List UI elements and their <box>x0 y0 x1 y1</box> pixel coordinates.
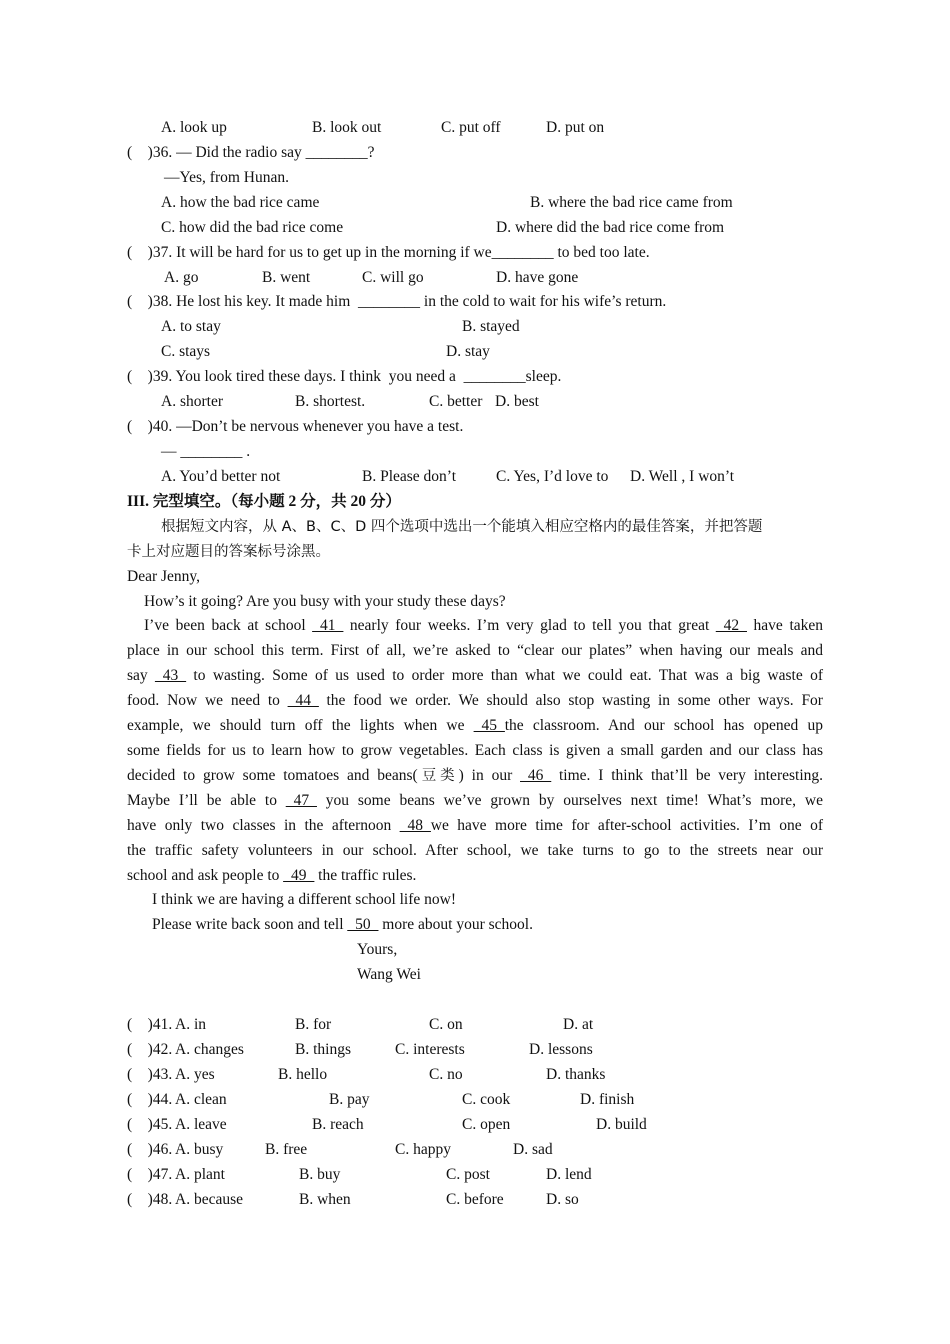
letter-line-1: I’ve been back at school _41_ nearly four weeks. I’m very glad to tell you that great _42_ have taken <box>144 617 824 634</box>
q40-option-a: A. You’d better not <box>161 468 281 485</box>
option-c: C. before <box>446 1191 504 1208</box>
q35-option-a: A. look up <box>161 119 227 136</box>
q40-option-d: D. Well , I won’t <box>630 468 735 485</box>
question-number: ( )42. <box>127 1041 173 1058</box>
question-number: ( )47. <box>127 1166 173 1183</box>
q40-reply: — ________ . <box>161 443 251 460</box>
q40-stem: ( )40. —Don’t be nervous whenever you have a test. <box>127 418 464 435</box>
q39-option-c: C. better <box>429 393 483 410</box>
letter-paragraph-1: How’s it going? Are you busy with your study these days? <box>144 593 506 610</box>
option-a: A. plant <box>175 1166 225 1183</box>
q36-option-c: C. how did the bad rice come <box>161 219 344 236</box>
q39-option-d: D. best <box>495 393 539 410</box>
option-b: B. when <box>299 1191 351 1208</box>
option-b: B. for <box>295 1016 332 1033</box>
letter-line-6: some fields for us to learn how to grow vegetables. Each class is given a small garden and our class has <box>127 742 823 759</box>
option-a: A. leave <box>175 1116 227 1133</box>
blank-44: _44_ <box>287 692 319 709</box>
letter-paragraph-4: Please write back soon and tell _50_ more about your school. <box>152 916 533 933</box>
letter-line-7: decided to grow some tomatoes and beans(豆类) in our _46_ time. I think that’ll be very interesting. <box>127 767 824 784</box>
option-d: D. build <box>596 1116 647 1133</box>
option-c: C. no <box>429 1066 463 1083</box>
blank-49: _49_ <box>283 867 315 884</box>
letter-paragraph-3: I think we are having a different school life now! <box>152 891 457 908</box>
option-a: A. yes <box>175 1066 215 1083</box>
option-b: B. free <box>265 1141 308 1158</box>
option-c: C. cook <box>462 1091 511 1108</box>
option-b: B. reach <box>312 1116 364 1133</box>
q40-option-b: B. Please don’t <box>362 468 456 485</box>
letter-line-3: say _43_ to wasting. Some of us used to order more than what we could eat. That was a big waste of <box>127 667 823 684</box>
option-a: A. changes <box>175 1041 244 1058</box>
blank-46: _46_ <box>520 767 552 784</box>
option-b: B. buy <box>299 1166 341 1183</box>
option-c: C. open <box>462 1116 511 1133</box>
q37-stem: ( )37. It will be hard for us to get up in the morning if we________ to bed too late. <box>127 244 650 261</box>
option-a: A. in <box>175 1016 206 1033</box>
question-number: ( )41. <box>127 1016 173 1033</box>
blank-48: _48_ <box>399 817 431 834</box>
option-d: D. sad <box>513 1141 553 1158</box>
option-a: A. busy <box>175 1141 224 1158</box>
option-d: D. lessons <box>529 1041 593 1058</box>
option-b: B. hello <box>278 1066 328 1083</box>
option-d: D. so <box>546 1191 579 1208</box>
option-d: D. lend <box>546 1166 592 1183</box>
letter-line-5: example, we should turn off the lights when we _45_the classroom. And our school has opened up <box>127 717 823 734</box>
section-instruction-line2: 卡上对应题目的答案标号涂黑。 <box>127 544 330 560</box>
blank-50: _50_ <box>347 916 379 933</box>
q38-option-b: B. stayed <box>462 318 520 335</box>
option-d: D. finish <box>580 1091 635 1108</box>
option-c: C. on <box>429 1016 463 1033</box>
q39-option-b: B. shortest. <box>295 393 366 410</box>
letter-line-9: have only two classes in the afternoon _48_we have more time for after-school activities. I’m one of <box>127 817 823 834</box>
q39-stem: ( )39. You look tired these days. I think you need a ________sleep. <box>127 368 562 385</box>
letter-line-11: school and ask people to _49_ the traffic rules. <box>127 867 417 884</box>
option-d: D. thanks <box>546 1066 606 1083</box>
q38-option-c: C. stays <box>161 343 211 360</box>
letter-closing: Yours, <box>357 941 398 958</box>
option-c: C. post <box>446 1166 490 1183</box>
letter-signature: Wang Wei <box>357 966 421 983</box>
blank-41: _41_ <box>312 617 344 634</box>
option-d: D. at <box>563 1016 594 1033</box>
question-number: ( )44. <box>127 1091 173 1108</box>
q36-option-a: A. how the bad rice came <box>161 194 320 211</box>
question-number: ( )48. <box>127 1191 173 1208</box>
option-b: B. pay <box>329 1091 370 1108</box>
option-a: A. because <box>175 1191 243 1208</box>
q37-option-b: B. went <box>262 269 311 286</box>
q37-option-d: D. have gone <box>496 269 579 286</box>
letter-line-4: food. Now we need to _44_ the food we order. We should also stop wasting in some other ways. For <box>127 692 823 709</box>
blank-45: _45_ <box>473 717 505 734</box>
letter-line-8: Maybe I’ll be able to _47_ you some beans we’ve grown by ourselves next time! What’s more, we <box>127 792 823 809</box>
option-b: B. things <box>295 1041 351 1058</box>
q35-option-b: B. look out <box>312 119 382 136</box>
question-number: ( )46. <box>127 1141 173 1158</box>
q36-option-d: D. where did the bad rice come from <box>496 219 725 236</box>
q38-stem: ( )38. He lost his key. It made him ________ in the cold to wait for his wife’s return. <box>127 293 667 310</box>
option-a: A. clean <box>175 1091 227 1108</box>
q36-stem: ( )36. — Did the radio say ________? <box>127 144 375 161</box>
section-heading: III. 完型填空。（每小题 2 分，共 20 分） <box>127 493 401 510</box>
q38-option-d: D. stay <box>446 343 490 360</box>
q38-option-a: A. to stay <box>161 318 221 335</box>
letter-line-10: the traffic safety volunteers in our school. After school, we take turns to go to the streets near our <box>127 842 823 859</box>
q37-option-c: C. will go <box>362 269 424 286</box>
q37-option-a: A. go <box>164 269 199 286</box>
q40-option-c: C. Yes, I’d love to <box>496 468 609 485</box>
q35-option-c: C. put off <box>441 119 501 136</box>
q36-option-b: B. where the bad rice came from <box>530 194 733 211</box>
section-instruction-line1: 根据短文内容，从 A、B、C、D 四个选项中选出一个能填入相应空格内的最佳答案，并把答题 <box>161 519 763 535</box>
question-number: ( )43. <box>127 1066 173 1083</box>
q39-option-a: A. shorter <box>161 393 223 410</box>
letter-line-2: place in our school this term. First of all, we’re asked to “clear our plates” when having our meals and <box>127 642 823 659</box>
question-number: ( )45. <box>127 1116 173 1133</box>
q36-answer: —Yes, from Hunan. <box>164 169 290 186</box>
blank-43: _43_ <box>155 667 187 684</box>
q35-option-d: D. put on <box>546 119 605 136</box>
option-c: C. interests <box>395 1041 465 1058</box>
letter-greeting: Dear Jenny, <box>127 568 201 585</box>
blank-47: _47_ <box>285 792 317 809</box>
blank-42: _42_ <box>715 617 747 634</box>
option-c: C. happy <box>395 1141 451 1158</box>
